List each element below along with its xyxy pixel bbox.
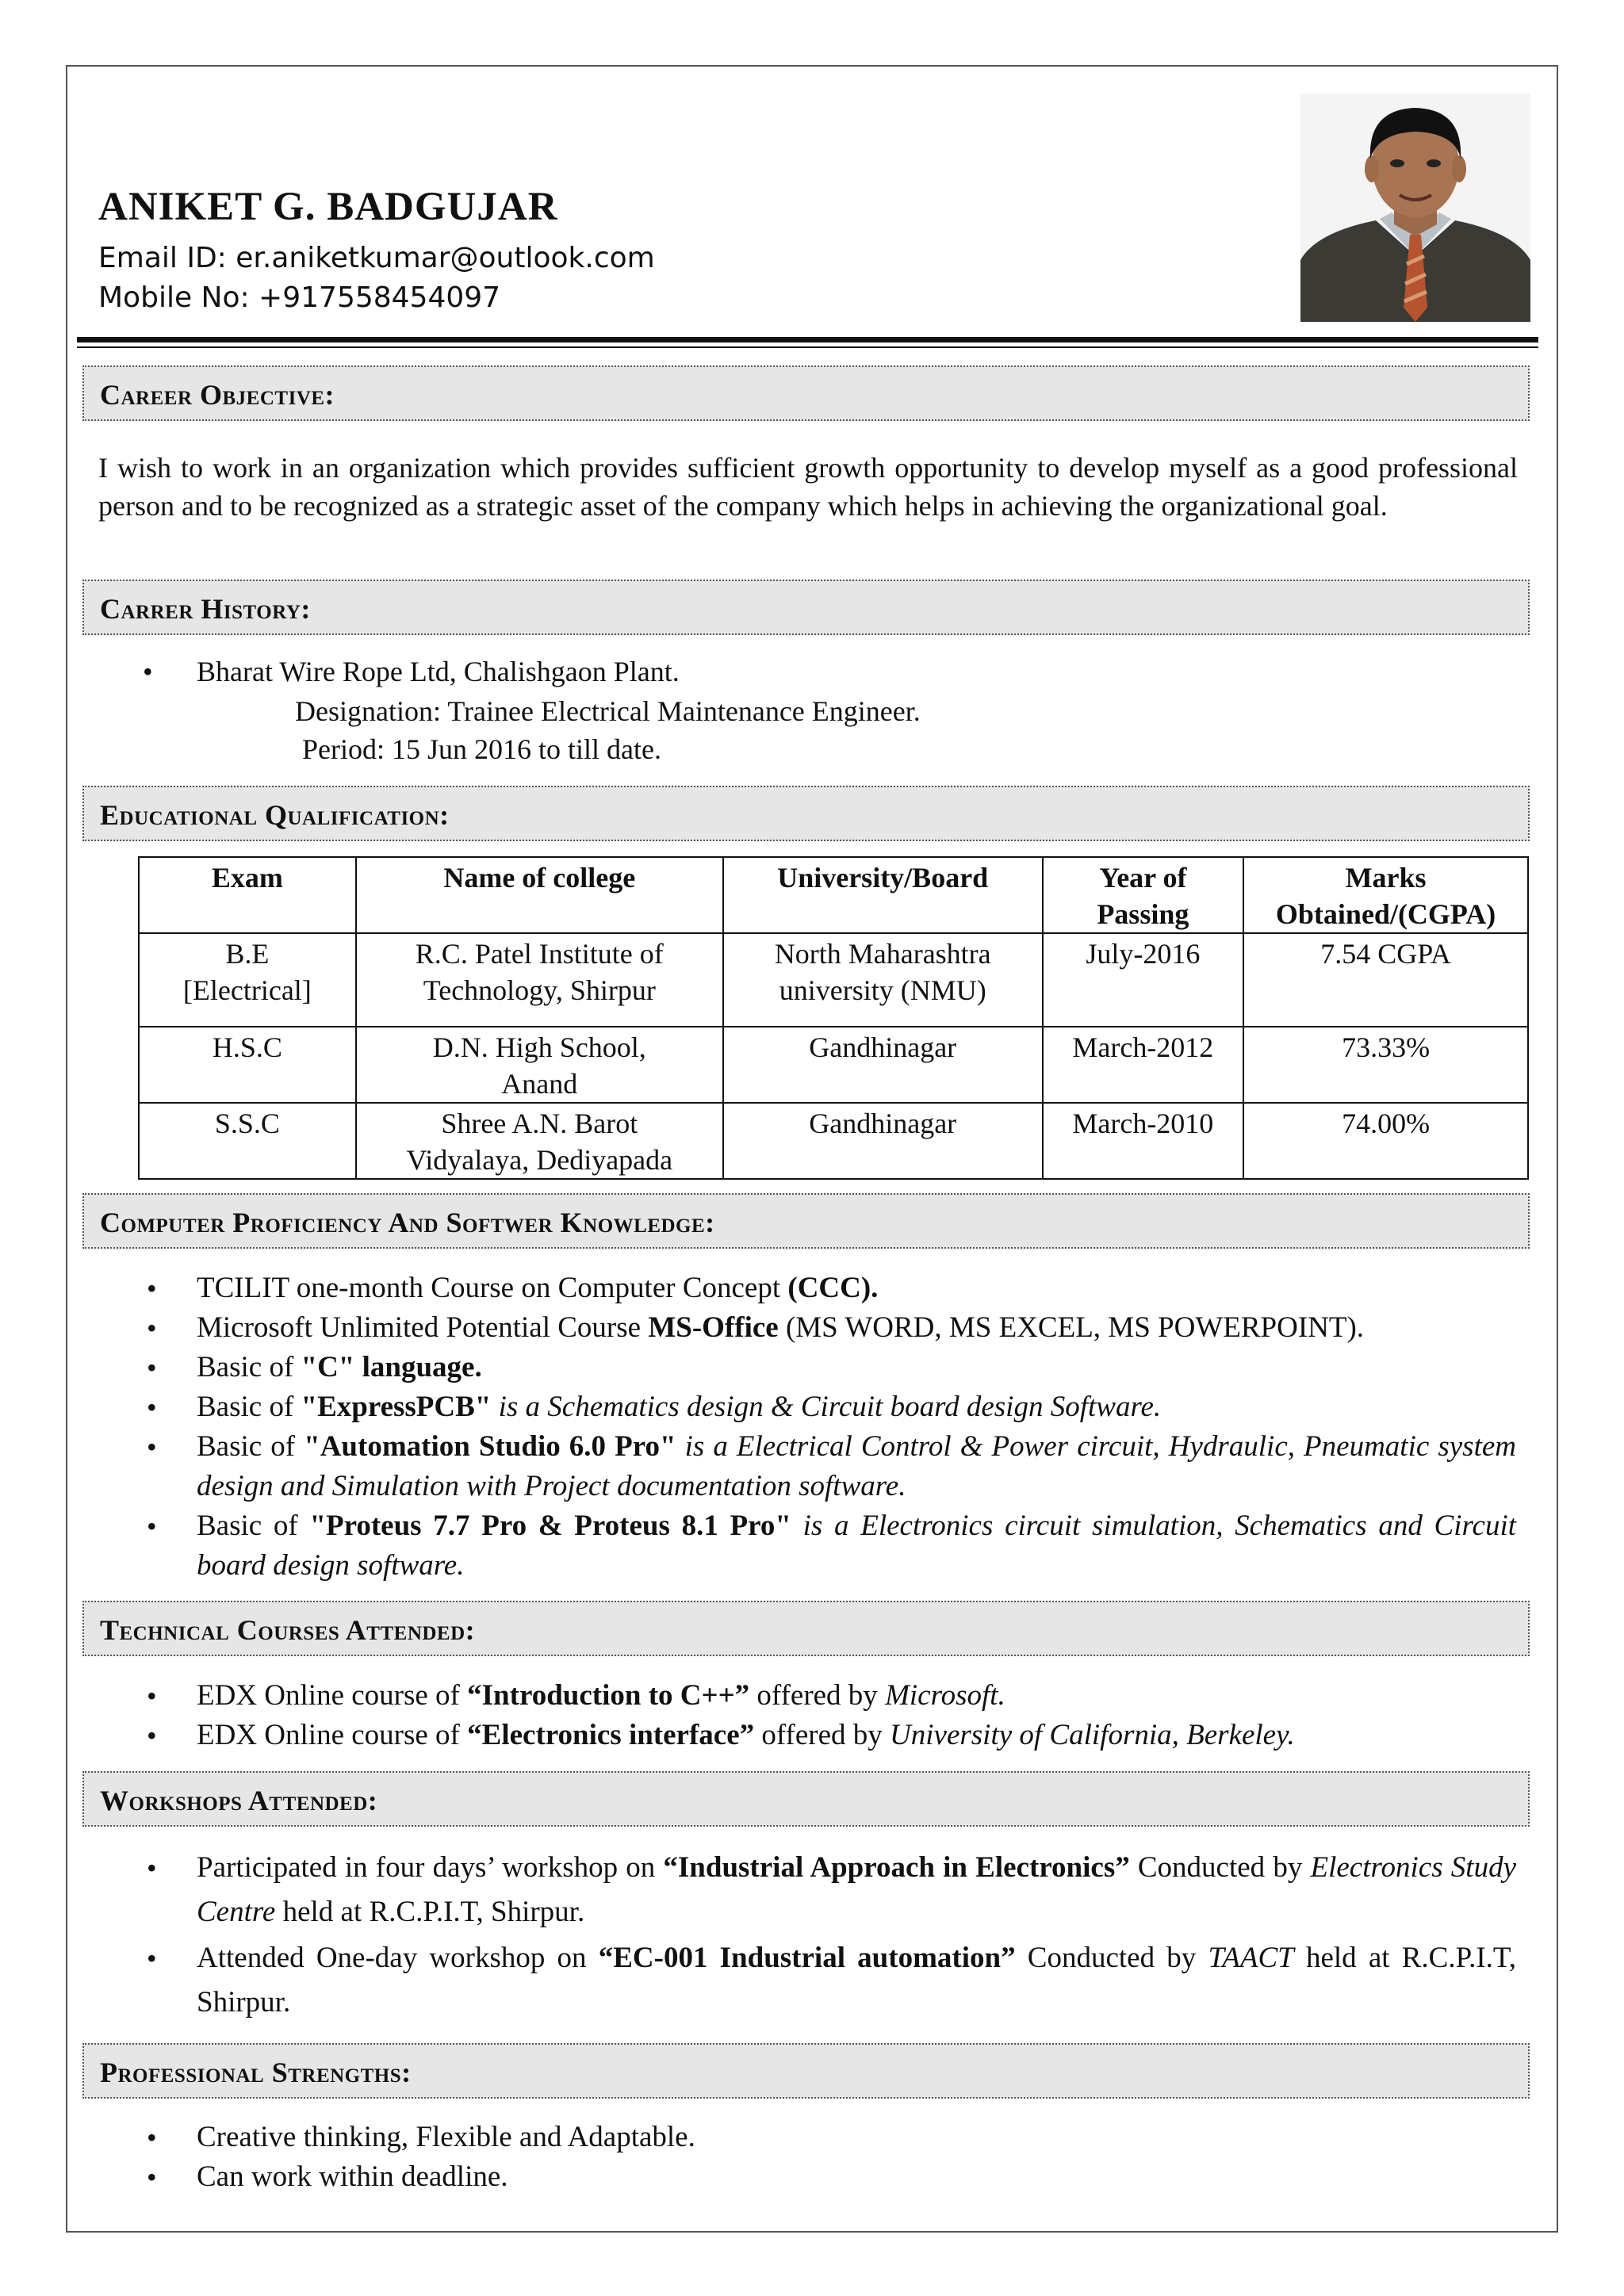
header-college: Name of college <box>356 857 723 933</box>
bullet-icon: • <box>147 1510 157 1542</box>
table-header-row <box>139 857 1528 933</box>
bullet-icon: • <box>147 1431 157 1463</box>
computer-skills-list <box>0 1269 1516 1586</box>
list-item: • Basic of "ExpressPCB" is a Schematics design & Circuit board design Software. <box>0 1387 1516 1427</box>
section-title: Professional Strengths: <box>100 2057 412 2088</box>
cell-board: Gandhinagar <box>723 1027 1043 1103</box>
courses-list <box>0 1676 1516 1755</box>
header-year: Year of Passing <box>1043 857 1244 933</box>
cell-college: R.C. Patel Institute of Technology, Shirpur <box>356 933 723 1027</box>
bullet-icon: • <box>147 1942 157 1974</box>
table-row <box>139 933 1528 1027</box>
section-title: Carrer History: <box>100 593 311 625</box>
list-item: • Basic of "C" language. <box>0 1348 1516 1387</box>
list-item: • EDX Online course of “Introduction to C++” offered by Microsoft. <box>0 1676 1516 1716</box>
list-item: • EDX Online course of “Electronics interface” offered by University of California, Berkeley. <box>0 1716 1516 1755</box>
cell-exam: H.S.C <box>139 1027 356 1103</box>
bullet-icon: • <box>147 1720 157 1751</box>
section-title: Career Objective: <box>100 379 335 411</box>
header-exam: Exam <box>139 857 356 933</box>
list-item: • TCILIT one-month Course on Computer Concept (CCC). <box>0 1269 1516 1308</box>
cell-college: D.N. High School, Anand <box>356 1027 723 1103</box>
cell-board: North Maharashtra university (NMU) <box>723 933 1043 1027</box>
list-item: • Basic of "Proteus 7.7 Pro & Proteus 8.1 Pro" is a Electronics circuit simulation, Schematics and Circuit board design software. <box>0 1506 1516 1586</box>
cell-marks: 73.33% <box>1243 1027 1528 1103</box>
cell-year: March-2012 <box>1043 1027 1244 1103</box>
bullet-icon: • <box>147 2122 157 2153</box>
section-title: Educational Qualification: <box>100 799 450 831</box>
section-professional-strengths <box>82 2043 1530 2099</box>
education-table <box>138 856 1529 1180</box>
bullet-icon: • <box>147 2161 157 2193</box>
header-marks: Marks Obtained/(CGPA) <box>1243 857 1528 933</box>
objective-text: I wish to work in an organization which provides sufficient growth opportunity to develop myself as a good professional person and to be recognized as a strategic asset of the company which helps in achieving the organizational goal. <box>98 452 1518 522</box>
cell-exam: S.S.C <box>139 1103 356 1179</box>
section-title: Technical Courses Attended: <box>100 1614 476 1646</box>
list-item: • Can work within deadline. <box>0 2157 1516 2197</box>
cell-college: Shree A.N. Barot Vidyalaya, Dediyapada <box>356 1103 723 1179</box>
bullet-icon: • <box>147 1852 157 1884</box>
person-photo-icon <box>1300 94 1530 322</box>
company-name: Bharat Wire Rope Ltd, Chalishgaon Plant. <box>197 656 680 687</box>
list-item: • Creative thinking, Flexible and Adaptable. <box>0 2118 1516 2157</box>
section-title: Computer Proficiency And Softwer Knowledge: <box>100 1207 715 1238</box>
section-technical-courses <box>82 1601 1530 1656</box>
cell-year: March-2010 <box>1043 1103 1244 1179</box>
cell-marks: 74.00% <box>1243 1103 1528 1179</box>
section-title: Workshops Attended: <box>100 1785 378 1816</box>
list-item: • Participated in four days’ workshop on “Industrial Approach in Electronics” Conducted by Electronics Study Centre held at R.C.P.I.T, Shirpur. <box>0 1846 1516 1934</box>
cell-year: July-2016 <box>1043 933 1244 1027</box>
period: Period: 15 Jun 2016 to till date. <box>302 733 661 765</box>
section-workshops <box>82 1771 1530 1827</box>
bullet-icon: • <box>147 1272 157 1304</box>
bullet-icon: • <box>143 656 153 687</box>
bullet-icon: • <box>147 1312 157 1344</box>
cell-marks: 7.54 CGPA <box>1243 933 1528 1027</box>
table-row <box>139 1027 1528 1103</box>
list-item: • Basic of "Automation Studio 6.0 Pro" is a Electrical Control & Power circuit, Hydraulic, Pneumatic system design and Simulation with Project documentation software. <box>0 1427 1516 1506</box>
section-career-history <box>82 580 1530 635</box>
mobile-line: Mobile No: +917558454097 <box>98 281 501 314</box>
bullet-icon: • <box>147 1391 157 1423</box>
section-career-objective <box>82 365 1530 421</box>
section-computer-proficiency <box>82 1193 1530 1249</box>
table-row <box>139 1103 1528 1179</box>
candidate-name: ANIKET G. BADGUJAR <box>98 185 558 229</box>
cell-exam: B.E [Electrical] <box>139 933 356 1027</box>
header-board: University/Board <box>723 857 1043 933</box>
designation: Designation: Trainee Electrical Maintenance Engineer. <box>295 695 921 727</box>
list-item: • Microsoft Unlimited Potential Course MS-Office (MS WORD, MS EXCEL, MS POWERPOINT). <box>0 1308 1516 1348</box>
bullet-icon: • <box>147 1352 157 1383</box>
bullet-icon: • <box>147 1680 157 1712</box>
profile-photo <box>1300 94 1530 322</box>
header-rule-thin <box>77 346 1538 348</box>
workshops-list <box>0 1846 1516 2026</box>
cell-board: Gandhinagar <box>723 1103 1043 1179</box>
header-rule-thick <box>77 337 1538 342</box>
section-education <box>82 786 1530 841</box>
strengths-list <box>0 2118 1516 2197</box>
email-line: Email ID: er.aniketkumar@outlook.com <box>98 242 655 274</box>
list-item: • Attended One-day workshop on “EC-001 Industrial automation” Conducted by TAACT held at R.C.P.I.T, Shirpur. <box>0 1936 1516 2025</box>
